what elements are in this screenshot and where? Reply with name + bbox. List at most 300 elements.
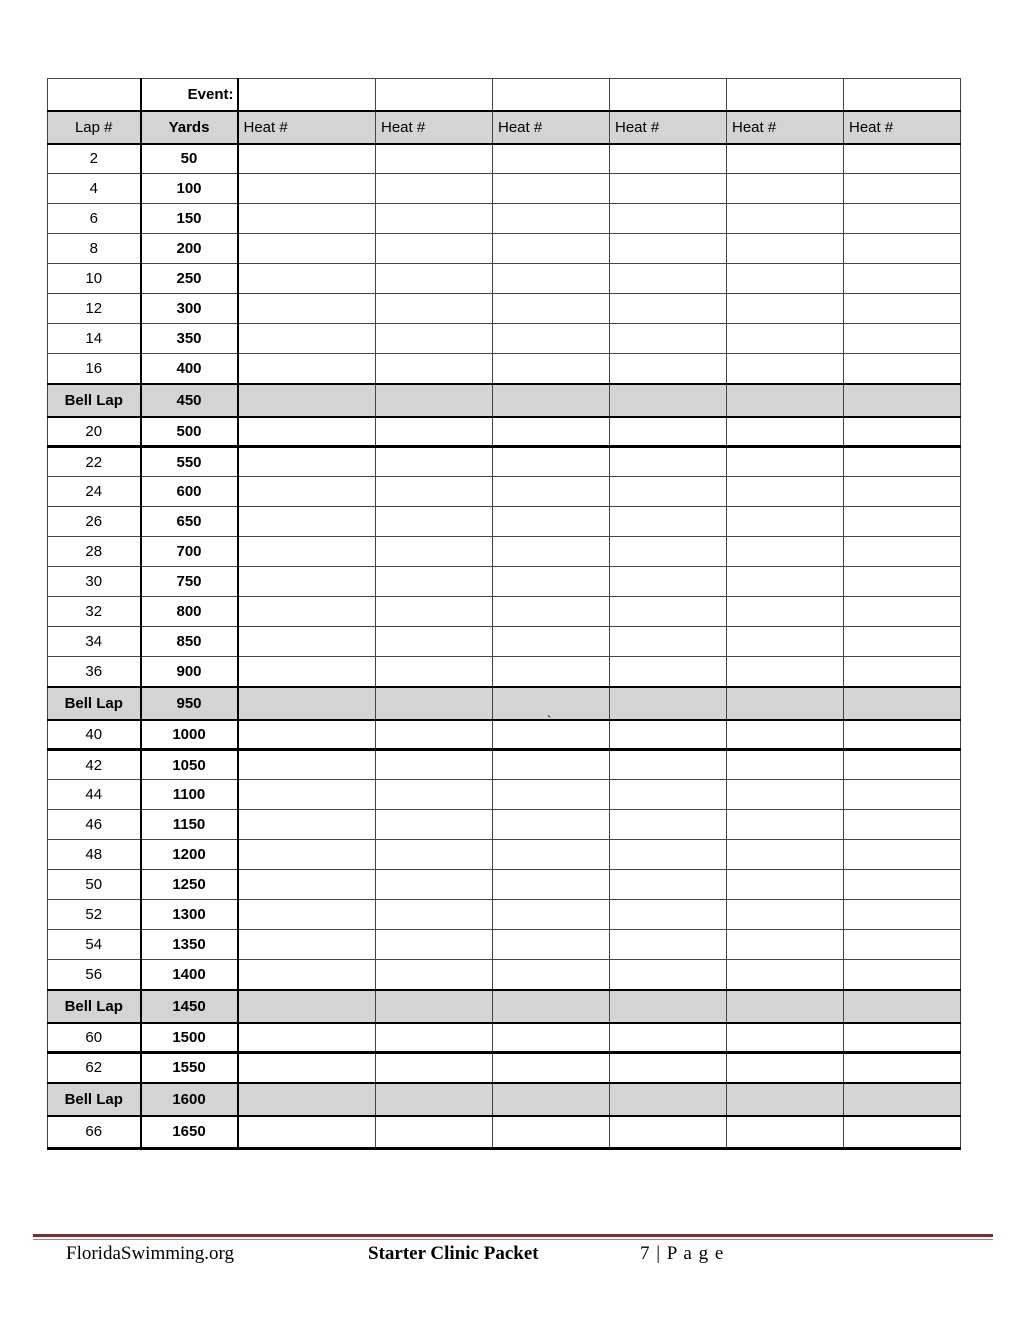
heat-time-cell[interactable] — [376, 810, 493, 840]
heat-column-header[interactable]: Heat # — [727, 111, 844, 144]
heat-time-cell[interactable] — [493, 1116, 610, 1149]
lap-number: Bell Lap — [48, 687, 141, 720]
heat-time-cell[interactable] — [493, 567, 610, 597]
lap-row — [48, 507, 961, 537]
lap-row — [48, 597, 961, 627]
heat-time-cell[interactable] — [238, 477, 376, 507]
heat-time-cell[interactable] — [844, 1053, 961, 1083]
heat-time-cell[interactable] — [844, 597, 961, 627]
heat-time-cell[interactable] — [844, 447, 961, 477]
heat-time-cell[interactable] — [238, 417, 376, 447]
heat-time-cell[interactable] — [610, 597, 727, 627]
lap-number: 42 — [48, 750, 141, 780]
heat-time-cell[interactable] — [844, 144, 961, 174]
yards-value: 1650 — [141, 1116, 238, 1149]
heat-time-cell[interactable] — [493, 627, 610, 657]
lap-number: Bell Lap — [48, 990, 141, 1023]
footer-divider — [33, 1234, 993, 1237]
heat-time-cell[interactable] — [610, 447, 727, 477]
heat-time-cell[interactable] — [727, 204, 844, 234]
event-cell[interactable] — [493, 79, 610, 111]
yards-value: 700 — [141, 537, 238, 567]
heat-time-cell[interactable] — [610, 687, 727, 720]
lap-row — [48, 870, 961, 900]
heat-time-cell[interactable] — [238, 657, 376, 687]
yards-value: 500 — [141, 417, 238, 447]
heat-time-cell[interactable] — [376, 930, 493, 960]
heat-time-cell[interactable] — [844, 990, 961, 1023]
lap-number: 14 — [48, 324, 141, 354]
heat-time-cell[interactable] — [844, 720, 961, 750]
lap-row — [48, 657, 961, 687]
lap-row — [48, 234, 961, 264]
event-cell[interactable] — [844, 79, 961, 111]
heat-time-cell[interactable] — [727, 417, 844, 447]
heat-time-cell[interactable] — [727, 840, 844, 870]
heat-time-cell[interactable] — [376, 1083, 493, 1116]
heat-time-cell[interactable] — [727, 930, 844, 960]
heat-time-cell[interactable] — [727, 537, 844, 567]
heat-time-cell[interactable] — [238, 1083, 376, 1116]
heat-time-cell[interactable] — [238, 750, 376, 780]
heat-time-cell[interactable] — [610, 324, 727, 354]
lap-row — [48, 477, 961, 507]
heat-time-cell[interactable] — [610, 1023, 727, 1053]
heat-time-cell[interactable] — [844, 264, 961, 294]
heat-time-cell[interactable] — [727, 687, 844, 720]
lap-number: 12 — [48, 294, 141, 324]
heat-time-cell[interactable] — [727, 234, 844, 264]
yards-column-header: Yards — [141, 111, 238, 144]
lap-row — [48, 930, 961, 960]
heat-time-cell[interactable] — [610, 417, 727, 447]
event-name-field[interactable] — [238, 79, 376, 111]
heat-time-cell[interactable] — [493, 990, 610, 1023]
heat-time-cell[interactable] — [238, 354, 376, 384]
heat-time-cell[interactable] — [493, 960, 610, 990]
heat-time-cell[interactable] — [238, 687, 376, 720]
heat-time-cell[interactable] — [610, 810, 727, 840]
heat-time-cell[interactable] — [238, 384, 376, 417]
heat-time-cell[interactable] — [238, 597, 376, 627]
heat-time-cell[interactable] — [376, 687, 493, 720]
heat-time-cell[interactable] — [493, 870, 610, 900]
heat-time-cell[interactable] — [376, 657, 493, 687]
heat-time-cell[interactable] — [376, 507, 493, 537]
heat-time-cell[interactable] — [238, 174, 376, 204]
lap-number: 10 — [48, 264, 141, 294]
heat-time-cell[interactable] — [844, 960, 961, 990]
heat-time-cell[interactable] — [727, 780, 844, 810]
lap-row — [48, 417, 961, 447]
heat-time-cell[interactable] — [376, 354, 493, 384]
yards-value: 200 — [141, 234, 238, 264]
heat-time-cell[interactable] — [610, 960, 727, 990]
heat-time-cell[interactable] — [238, 900, 376, 930]
heat-time-cell[interactable] — [376, 1116, 493, 1149]
heat-time-cell[interactable] — [376, 900, 493, 930]
yards-value: 1400 — [141, 960, 238, 990]
yards-value: 400 — [141, 354, 238, 384]
heat-time-cell[interactable] — [376, 264, 493, 294]
heat-time-cell[interactable] — [238, 324, 376, 354]
footer-site: FloridaSwimming.org — [66, 1243, 235, 1264]
heat-time-cell[interactable] — [610, 657, 727, 687]
heat-time-cell[interactable] — [844, 930, 961, 960]
lap-row — [48, 294, 961, 324]
heat-time-cell[interactable] — [376, 870, 493, 900]
heat-time-cell[interactable] — [727, 294, 844, 324]
heat-time-cell[interactable] — [844, 900, 961, 930]
header-row — [48, 111, 961, 144]
lap-number: 40 — [48, 720, 141, 750]
heat-time-cell[interactable] — [493, 324, 610, 354]
heat-time-cell[interactable] — [844, 750, 961, 780]
lap-row — [48, 447, 961, 477]
heat-time-cell[interactable] — [376, 1023, 493, 1053]
lap-row — [48, 1023, 961, 1053]
heat-time-cell[interactable] — [238, 810, 376, 840]
heat-time-cell[interactable] — [238, 1023, 376, 1053]
heat-time-cell[interactable] — [844, 417, 961, 447]
heat-time-cell[interactable] — [238, 537, 376, 567]
heat-time-cell[interactable] — [610, 477, 727, 507]
heat-time-cell[interactable] — [493, 1053, 610, 1083]
lap-row — [48, 960, 961, 990]
lap-row — [48, 354, 961, 384]
heat-column-header[interactable]: Heat # — [376, 111, 493, 144]
footer-divider-thin — [33, 1239, 993, 1240]
heat-time-cell[interactable] — [844, 840, 961, 870]
heat-time-cell[interactable] — [727, 1083, 844, 1116]
heat-time-cell[interactable] — [493, 780, 610, 810]
heat-column-header[interactable]: Heat # — [493, 111, 610, 144]
heat-time-cell[interactable] — [727, 657, 844, 687]
heat-time-cell[interactable] — [727, 264, 844, 294]
lap-row — [48, 627, 961, 657]
heat-time-cell[interactable] — [493, 447, 610, 477]
lap-row — [48, 174, 961, 204]
heat-time-cell[interactable] — [727, 1053, 844, 1083]
lap-number: 4 — [48, 174, 141, 204]
lap-row — [48, 324, 961, 354]
heat-time-cell[interactable] — [493, 810, 610, 840]
heat-time-cell[interactable] — [610, 507, 727, 537]
heat-time-cell[interactable] — [610, 144, 727, 174]
heat-time-cell[interactable] — [238, 447, 376, 477]
yards-value: 1500 — [141, 1023, 238, 1053]
lap-number: 62 — [48, 1053, 141, 1083]
heat-time-cell[interactable] — [844, 174, 961, 204]
yards-value: 100 — [141, 174, 238, 204]
yards-value: 1250 — [141, 870, 238, 900]
heat-time-cell[interactable] — [844, 294, 961, 324]
heat-time-cell[interactable] — [610, 870, 727, 900]
lap-row — [48, 900, 961, 930]
lap-number: 60 — [48, 1023, 141, 1053]
heat-time-cell[interactable] — [376, 960, 493, 990]
event-cell[interactable] — [610, 79, 727, 111]
heat-time-cell[interactable] — [610, 204, 727, 234]
lap-row — [48, 567, 961, 597]
heat-time-cell[interactable] — [238, 567, 376, 597]
bell-lap-row — [48, 1083, 961, 1116]
heat-time-cell[interactable] — [610, 930, 727, 960]
heat-time-cell[interactable] — [493, 174, 610, 204]
heat-time-cell[interactable] — [727, 720, 844, 750]
lap-row — [48, 264, 961, 294]
lap-row — [48, 1053, 961, 1083]
yards-value: 1200 — [141, 840, 238, 870]
heat-time-cell[interactable] — [610, 264, 727, 294]
heat-time-cell[interactable] — [610, 294, 727, 324]
heat-time-cell[interactable] — [727, 900, 844, 930]
heat-time-cell[interactable] — [376, 234, 493, 264]
event-cell[interactable] — [727, 79, 844, 111]
heat-time-cell[interactable] — [727, 567, 844, 597]
heat-time-cell[interactable] — [844, 384, 961, 417]
heat-time-cell[interactable] — [376, 750, 493, 780]
event-cell[interactable] — [376, 79, 493, 111]
heat-time-cell[interactable] — [493, 597, 610, 627]
heat-time-cell[interactable] — [493, 750, 610, 780]
heat-time-cell[interactable] — [493, 417, 610, 447]
heat-time-cell[interactable] — [844, 870, 961, 900]
heat-time-cell[interactable] — [376, 567, 493, 597]
heat-time-cell[interactable] — [238, 780, 376, 810]
heat-time-cell[interactable] — [493, 537, 610, 567]
lap-row — [48, 144, 961, 174]
lap-count-table — [47, 78, 961, 1150]
heat-time-cell[interactable] — [610, 384, 727, 417]
heat-time-cell[interactable] — [493, 507, 610, 537]
heat-time-cell[interactable] — [493, 1023, 610, 1053]
heat-time-cell[interactable] — [376, 477, 493, 507]
heat-time-cell[interactable] — [610, 720, 727, 750]
bell-lap-row — [48, 990, 961, 1023]
yards-value: 850 — [141, 627, 238, 657]
heat-time-cell[interactable] — [610, 990, 727, 1023]
heat-time-cell[interactable] — [238, 870, 376, 900]
heat-time-cell[interactable] — [844, 810, 961, 840]
yards-value: 1150 — [141, 810, 238, 840]
heat-time-cell[interactable] — [610, 900, 727, 930]
heat-time-cell[interactable] — [493, 840, 610, 870]
heat-column-header[interactable]: Heat # — [238, 111, 376, 144]
heat-time-cell[interactable] — [610, 354, 727, 384]
lap-number: 32 — [48, 597, 141, 627]
lap-number: 30 — [48, 567, 141, 597]
heat-time-cell[interactable] — [727, 1116, 844, 1149]
heat-time-cell[interactable] — [238, 627, 376, 657]
lap-number: 52 — [48, 900, 141, 930]
heat-time-cell[interactable] — [376, 1053, 493, 1083]
lap-number: 66 — [48, 1116, 141, 1149]
heat-time-cell[interactable] — [727, 384, 844, 417]
heat-time-cell[interactable] — [610, 840, 727, 870]
lap-number: 44 — [48, 780, 141, 810]
heat-time-cell[interactable] — [727, 960, 844, 990]
heat-time-cell[interactable] — [610, 1053, 727, 1083]
heat-time-cell[interactable] — [844, 324, 961, 354]
heat-time-cell[interactable] — [376, 720, 493, 750]
heat-time-cell[interactable] — [376, 840, 493, 870]
yards-value: 550 — [141, 447, 238, 477]
heat-time-cell[interactable] — [844, 627, 961, 657]
yards-value: 250 — [141, 264, 238, 294]
heat-time-cell[interactable] — [844, 234, 961, 264]
heat-time-cell[interactable] — [844, 1083, 961, 1116]
heat-time-cell[interactable] — [844, 477, 961, 507]
heat-time-cell[interactable] — [844, 687, 961, 720]
heat-time-cell[interactable] — [610, 750, 727, 780]
heat-time-cell[interactable] — [238, 294, 376, 324]
yards-value: 350 — [141, 324, 238, 354]
heat-time-cell[interactable] — [376, 780, 493, 810]
heat-time-cell[interactable] — [493, 384, 610, 417]
lap-row — [48, 1116, 961, 1149]
yards-value: 300 — [141, 294, 238, 324]
lap-row — [48, 780, 961, 810]
yards-value: 750 — [141, 567, 238, 597]
heat-time-cell[interactable] — [238, 960, 376, 990]
heat-time-cell[interactable] — [844, 1023, 961, 1053]
footer-page-number: 7 | P a g e — [640, 1243, 725, 1264]
heat-time-cell[interactable] — [376, 294, 493, 324]
yards-value: 1550 — [141, 1053, 238, 1083]
lap-column-header: Lap # — [48, 111, 141, 144]
lap-number: 2 — [48, 144, 141, 174]
lap-number: 46 — [48, 810, 141, 840]
heat-time-cell[interactable] — [493, 1083, 610, 1116]
heat-time-cell[interactable] — [238, 990, 376, 1023]
yards-value: 1000 — [141, 720, 238, 750]
heat-time-cell[interactable] — [610, 567, 727, 597]
heat-time-cell[interactable] — [727, 810, 844, 840]
lap-number: 24 — [48, 477, 141, 507]
heat-time-cell[interactable] — [610, 174, 727, 204]
heat-time-cell[interactable] — [727, 627, 844, 657]
heat-time-cell[interactable] — [376, 990, 493, 1023]
heat-time-cell[interactable] — [376, 417, 493, 447]
lap-number: 26 — [48, 507, 141, 537]
lap-number: 54 — [48, 930, 141, 960]
heat-time-cell[interactable] — [238, 144, 376, 174]
heat-time-cell[interactable] — [610, 1083, 727, 1116]
lap-row — [48, 750, 961, 780]
lap-number: 28 — [48, 537, 141, 567]
heat-time-cell[interactable] — [238, 720, 376, 750]
heat-time-cell[interactable] — [844, 657, 961, 687]
heat-time-cell[interactable] — [493, 477, 610, 507]
heat-time-cell[interactable] — [727, 324, 844, 354]
heat-time-cell[interactable] — [238, 264, 376, 294]
heat-time-cell[interactable] — [844, 507, 961, 537]
heat-time-cell[interactable] — [376, 627, 493, 657]
yards-value: 1450 — [141, 990, 238, 1023]
heat-time-cell[interactable] — [376, 204, 493, 234]
heat-time-cell[interactable] — [844, 567, 961, 597]
heat-time-cell[interactable] — [238, 234, 376, 264]
heat-time-cell[interactable] — [727, 354, 844, 384]
heat-time-cell[interactable] — [376, 384, 493, 417]
heat-time-cell[interactable] — [844, 354, 961, 384]
heat-time-cell[interactable] — [238, 1053, 376, 1083]
yards-value: 1100 — [141, 780, 238, 810]
heat-time-cell[interactable] — [376, 597, 493, 627]
heat-time-cell[interactable] — [376, 174, 493, 204]
heat-time-cell[interactable] — [493, 930, 610, 960]
heat-time-cell[interactable] — [493, 144, 610, 174]
bell-lap-row — [48, 687, 961, 720]
lap-row — [48, 810, 961, 840]
heat-time-cell[interactable] — [238, 507, 376, 537]
heat-time-cell[interactable] — [376, 447, 493, 477]
heat-time-cell[interactable] — [727, 870, 844, 900]
bell-lap-row — [48, 384, 961, 417]
yards-value: 150 — [141, 204, 238, 234]
heat-time-cell[interactable] — [727, 447, 844, 477]
heat-time-cell[interactable] — [727, 477, 844, 507]
heat-time-cell[interactable] — [727, 507, 844, 537]
heat-time-cell[interactable] — [610, 1116, 727, 1149]
lap-number: 16 — [48, 354, 141, 384]
event-row — [48, 79, 961, 111]
heat-time-cell[interactable] — [844, 204, 961, 234]
heat-time-cell[interactable] — [727, 990, 844, 1023]
event-blank-cell — [48, 79, 141, 111]
heat-time-cell[interactable] — [727, 750, 844, 780]
heat-time-cell[interactable] — [238, 930, 376, 960]
heat-time-cell[interactable] — [493, 294, 610, 324]
yards-value: 950 — [141, 687, 238, 720]
heat-time-cell[interactable] — [493, 657, 610, 687]
lap-number: 8 — [48, 234, 141, 264]
heat-time-cell[interactable] — [376, 144, 493, 174]
heat-time-cell[interactable] — [610, 234, 727, 264]
yards-value: 900 — [141, 657, 238, 687]
heat-time-cell[interactable] — [493, 234, 610, 264]
heat-time-cell[interactable] — [376, 324, 493, 354]
lap-number: 36 — [48, 657, 141, 687]
heat-time-cell[interactable] — [238, 204, 376, 234]
heat-time-cell[interactable] — [238, 1116, 376, 1149]
heat-time-cell[interactable] — [727, 174, 844, 204]
event-label: Event: — [141, 79, 238, 111]
heat-time-cell[interactable] — [493, 264, 610, 294]
heat-time-cell[interactable] — [610, 780, 727, 810]
heat-time-cell[interactable] — [376, 537, 493, 567]
heat-column-header[interactable]: Heat # — [610, 111, 727, 144]
heat-time-cell[interactable] — [238, 840, 376, 870]
heat-time-cell[interactable] — [844, 1116, 961, 1149]
heat-time-cell[interactable] — [493, 354, 610, 384]
heat-time-cell[interactable] — [610, 627, 727, 657]
lap-number: Bell Lap — [48, 1083, 141, 1116]
heat-time-cell[interactable] — [493, 900, 610, 930]
heat-time-cell[interactable] — [727, 1023, 844, 1053]
lap-row — [48, 537, 961, 567]
heat-time-cell[interactable] — [844, 537, 961, 567]
heat-time-cell[interactable] — [493, 204, 610, 234]
heat-time-cell[interactable] — [844, 780, 961, 810]
yards-value: 800 — [141, 597, 238, 627]
yards-value: 1300 — [141, 900, 238, 930]
heat-column-header[interactable]: Heat # — [844, 111, 961, 144]
heat-time-cell[interactable] — [610, 537, 727, 567]
heat-time-cell[interactable] — [727, 597, 844, 627]
heat-time-cell[interactable] — [727, 144, 844, 174]
